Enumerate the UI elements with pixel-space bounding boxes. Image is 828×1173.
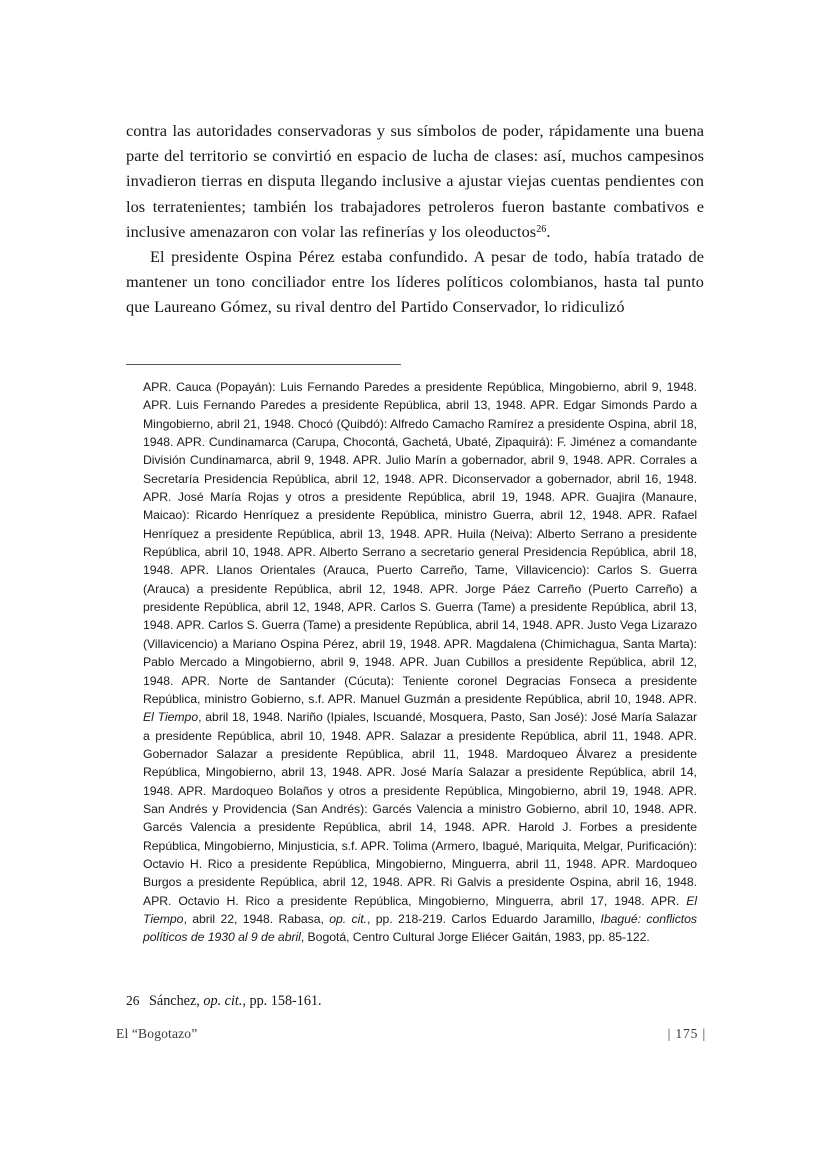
text-run-1: op. cit. — [203, 993, 243, 1009]
text-run-5: op. cit. — [329, 911, 367, 926]
text-run-4: , abril 22, 1948. Rabasa, — [183, 911, 330, 926]
running-footer — [116, 1026, 706, 1042]
text-run-8: , Bogotá, Centro Cultural Jorge Eliécer Gaitán, 1983, pp. 85-122. — [300, 930, 650, 945]
footnote-reference-26[interactable]: 26 — [536, 223, 547, 235]
text-run-1: El Tiempo — [143, 710, 199, 725]
text-run-3: El Tiempo — [143, 893, 697, 926]
footnote-separator-rule — [126, 364, 401, 365]
body-text-column — [126, 118, 704, 320]
text-run-2: , abril 18, 1948. Nariño (Ipiales, Iscuandé, Mosquera, Pasto, San José): José María Salazar a presidente República, abril 10, 1948. APR. Salazar a presidente República, abril 11, 1948. APR. Gobernador Salazar a presidente República, abril 11, 1948. Mardoqueo Álvarez a presidente República, Mingobierno, abril 13, 1948. APR. José María Salazar a presidente República, abril 14, 1948. APR. Mardoqueo Bolaños y otros a presidente República, Mingobierno, abril 19, 1948. APR. San Andrés y Providencia (San Andrés): Garcés Valencia a ministro Gobierno, abril 10, 1948. APR. Garcés Valencia a presidente República, abril 14, 1948. APR. Harold J. Forbes a presidente República, Mingobierno, Minjusticia, s.f. APR. Tolima (Armero, Ibagué, Mariquita, Melgar, Purificación): Octavio H. Rico a presidente República, Mingobierno, Minguerra, abril 11, 1948. APR. Mardoqueo Burgos a presidente República, abril 12, 1948. APR. Ri Galvis a presidente Ospina, abril 16, 1948. APR. Octavio H. Rico a presidente República, Mingobierno, Minguerra, abril 17, 1948. APR. — [143, 710, 697, 908]
text-run-0: Sánchez, — [149, 993, 204, 1009]
footnote-continued-block — [143, 378, 697, 947]
text-run-7: Ibagué: conflictos políticos de 1930 al 9 de abril — [143, 911, 697, 945]
footnote-26-number: 26 — [126, 993, 140, 1008]
paragraph-1 — [126, 118, 704, 244]
paragraph-2: El presidente Ospina Pérez estaba confundido. A pesar de todo, había tratado de mantener un tono conciliador entre los líderes políticos colombianos, hasta tal punto que Laureano Gómez, su rival dentro del Partido Conservador, lo ridiculizó — [126, 247, 704, 317]
text-run-6: , pp. 218-219. Carlos Eduardo Jaramillo, — [366, 911, 601, 926]
footnote-26-text — [149, 992, 704, 1011]
footer-chapter-title: El “Bogotazo” — [116, 1026, 198, 1041]
footnote-26 — [126, 991, 704, 1011]
paragraph-1-period: . — [546, 221, 551, 241]
text-run-2: , pp. 158-161. — [242, 993, 322, 1009]
footer-page-number: | 175 | — [667, 1026, 706, 1041]
footnote-continued-text — [143, 378, 697, 947]
paragraph-1-text: contra las autoridades conservadoras y sus símbolos de poder, rápidamente una buena parte del territorio se convirtió en espacio de lucha de clases: así, muchos campesinos invadieron tierras en disputa llegando inclusive a ajustar viejas cuentas pendientes con los terratenientes; también los trabajadores petroleros fueron bastante combativos e inclusive amenazaron con volar las refinerías y los oleoductos — [126, 121, 704, 241]
text-run-0: APR. Cauca (Popayán): Luis Fernando Paredes a presidente República, Mingobierno, abril 9, 1948. APR. Luis Fernando Paredes a presidente República, abril 13, 1948. APR. Edgar Simonds Pardo a Mingobierno, abril 21, 1948. Chocó (Quibdó): Alfredo Camacho Ramírez a presidente Ospina, abril 18, 1948. APR. Cundinamarca (Carupa, Chocontá, Gachetá, Ubaté, Zipaquirá): F. Jiménez a comandante División Cundinamarca, abril 9, 1948. APR. Julio Marín a gobernador, abril 9, 1948. APR. Corrales a Secretaría Presidencia República, abril 12, 1948. APR. Diconservador a gobernador, abril 16, 1948. APR. José María Rojas y otros a presidente República, abril 19, 1948. APR. Guajira (Manaure, Maicao): Ricardo Henríquez a presidente República, ministro Guerra, abril 12, 1948. APR. Rafael Henríquez a presidente República, abril 13, 1948. APR. Huila (Neiva): Alberto Serrano a presidente República, abril 10, 1948. APR. Alberto Serrano a secretario general Presidencia República, abril 18, 1948. APR. Llanos Orientales (Arauca, Puerto Carreño, Tame, Villavicencio): Carlos S. Guerra (Arauca) a presidente República, abril 12, 1948. APR. Jorge Páez Carreño (Puerto Carreño) a presidente República, abril 12, 1948, APR. Carlos S. Guerra (Tame) a presidente República, abril 13, 1948. APR. Carlos S. Guerra (Tame) a presidente República, abril 14, 1948. APR. Justo Vega Lizarazo (Villavicencio) a Mariano Ospina Pérez, abril 19, 1948. APR. Magdalena (Chimichagua, Santa Marta): Pablo Mercado a Mingobierno, abril 9, 1948. APR. Juan Cubillos a presidente República, abril 12, 1948. APR. Norte de Santander (Cúcuta): Teniente coronel Degracias Fonseca a presidente República, ministro Gobierno, s.f. APR. Manuel Guzmán a presidente República, abril 10, 1948. APR. — [143, 380, 697, 706]
